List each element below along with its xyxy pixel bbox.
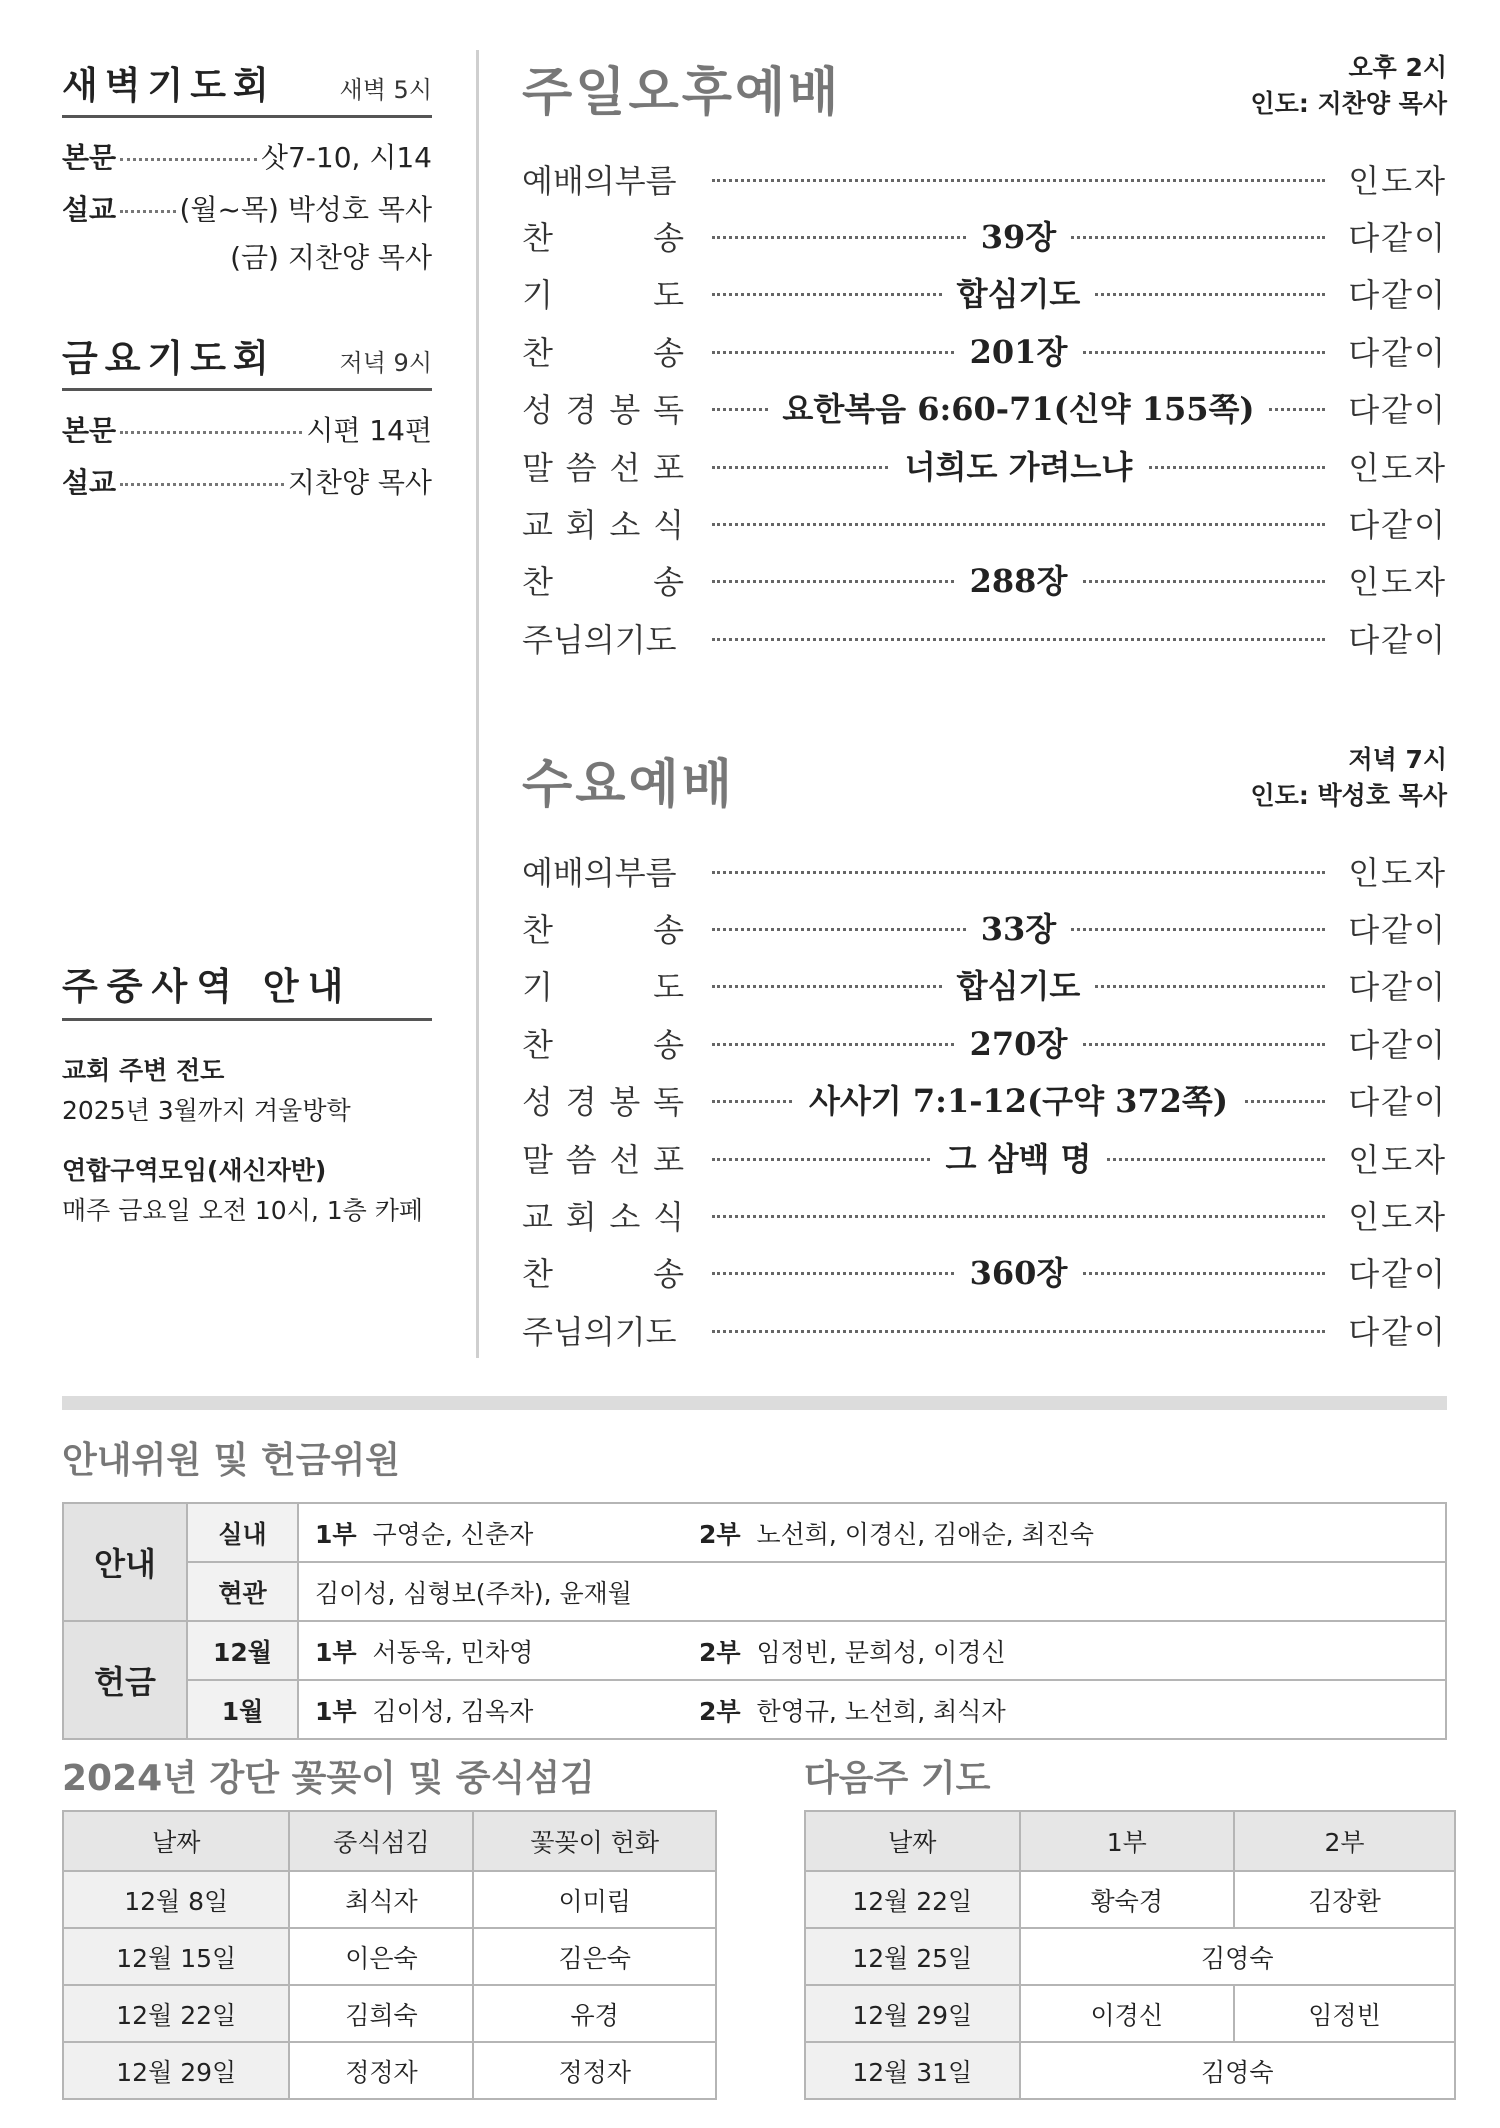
order-label: 찬 송 — [522, 219, 684, 258]
names: 서동욱, 민차영 — [372, 1637, 534, 1667]
meal-cell: 이은숙 — [289, 1928, 473, 1985]
order-row — [522, 1244, 1447, 1301]
sunday-service-section — [522, 50, 1447, 667]
order-role: 다같이 — [1348, 620, 1447, 659]
prayer-cell: 이경신 — [1020, 1985, 1235, 2042]
order-role: 다같이 — [1348, 391, 1447, 430]
meal-cell: 김희숙 — [289, 1985, 473, 2042]
wednesday-service-meta — [1251, 742, 1447, 814]
order-detail-wrap — [712, 442, 1325, 488]
names: 노선희, 이경신, 김애순, 최진숙 — [756, 1519, 1094, 1549]
order-role: 다같이 — [1348, 506, 1447, 545]
friday-prayer-title: 금요기도회 — [62, 337, 276, 380]
next-prayer-table — [804, 1810, 1456, 2100]
column-header: 날짜 — [63, 1811, 289, 1871]
names: 김이성, 김옥자 — [372, 1696, 534, 1726]
order-detail: 288장 — [956, 563, 1082, 601]
dot-leader — [712, 523, 1325, 526]
order-role: 다같이 — [1348, 968, 1447, 1007]
order-row — [522, 899, 1447, 956]
order-detail-wrap — [712, 384, 1325, 430]
table-row — [805, 1928, 1455, 1985]
offering-group-label: 헌금 — [63, 1621, 187, 1739]
part-label: 1부 — [315, 1637, 357, 1667]
dot-leader — [712, 1215, 1325, 1218]
prayer-cell: 임정빈 — [1234, 1985, 1455, 2042]
date-cell: 12월 29일 — [805, 1985, 1020, 2042]
row-value: 삿7-10, 시14 — [260, 141, 432, 174]
order-detail: 합심기도 — [943, 276, 1095, 314]
friday-prayer-section — [62, 328, 432, 501]
table-row — [805, 1871, 1455, 1928]
ushers-title: 안내위원 및 헌금위원 — [62, 1440, 401, 1481]
table-row — [63, 2042, 716, 2099]
row-sub-label: 현관 — [187, 1562, 298, 1621]
order-label: 주님의기도 — [522, 620, 677, 659]
order-label: 성 경 봉 독 — [522, 1083, 684, 1122]
date-cell: 12월 22일 — [805, 1871, 1020, 1928]
names: 김이성, 심형보(주차), 윤재월 — [315, 1578, 632, 1608]
order-label: 말 씀 선 포 — [522, 1140, 684, 1179]
flowers-table — [62, 1810, 717, 2100]
dot-leader — [712, 1330, 1325, 1333]
column-header: 1부 — [1020, 1811, 1235, 1871]
flower-cell: 김은숙 — [473, 1928, 716, 1985]
table-row — [63, 1928, 716, 1985]
order-detail: 39장 — [967, 218, 1070, 256]
order-detail: 합심기도 — [943, 968, 1095, 1006]
order-role: 인도자 — [1348, 448, 1447, 487]
row-value: (월~목) 박성호 목사 — [179, 193, 432, 226]
order-detail-wrap — [712, 1249, 1325, 1295]
sunday-service-header — [522, 50, 1447, 123]
meal-cell: 정정자 — [289, 2042, 473, 2099]
row-label: 설교 — [62, 466, 117, 499]
order-label: 주님의기도 — [522, 1312, 677, 1351]
row-label: 설교 — [62, 193, 117, 226]
dot-leader — [120, 483, 284, 486]
dawn-prayer-title: 새벽기도회 — [62, 64, 276, 107]
order-row — [522, 494, 1447, 551]
order-role: 다같이 — [1348, 1083, 1447, 1122]
part-label: 1부 — [315, 1696, 357, 1726]
part-label: 2부 — [699, 1637, 741, 1667]
ministry-title: 주중사역 안내 — [62, 956, 432, 1021]
order-detail-wrap — [712, 904, 1325, 950]
table-header-row — [63, 1811, 716, 1871]
wednesday-service-title: 수요예배 — [522, 755, 735, 815]
usher-cell — [298, 1621, 1446, 1680]
sunday-service-leader: 인도: 지찬양 목사 — [1250, 89, 1447, 118]
order-detail-wrap — [712, 1019, 1325, 1065]
usher-cell — [298, 1562, 1446, 1621]
friday-text-row — [62, 409, 432, 449]
sunday-service-meta — [1251, 50, 1447, 122]
flowers-title: 2024년 강단 꽃꽂이 및 중식섬김 — [62, 1758, 595, 1799]
row-sub-label: 12월 — [187, 1621, 298, 1680]
usher-cell — [298, 1503, 1446, 1562]
order-row — [522, 1072, 1447, 1129]
order-role: 다같이 — [1348, 911, 1447, 950]
part-label: 2부 — [699, 1519, 741, 1549]
table-row — [805, 2042, 1455, 2099]
left-column — [62, 55, 432, 1227]
wednesday-order-list — [522, 842, 1447, 1359]
names: 한영규, 노선희, 최식자 — [756, 1696, 1006, 1726]
column-header: 날짜 — [805, 1811, 1020, 1871]
wednesday-service-time: 저녁 7시 — [1348, 745, 1447, 774]
wednesday-service-section — [522, 742, 1447, 1359]
ministry-section — [62, 956, 432, 1227]
order-detail-wrap — [712, 327, 1325, 373]
order-label: 예배의부름 — [522, 853, 677, 892]
dot-leader — [120, 431, 302, 434]
dawn-prayer-header — [62, 55, 432, 118]
order-label: 기 도 — [522, 968, 684, 1007]
usher-cell — [298, 1680, 1446, 1739]
ministry-item-desc: 2025년 3월까지 겨울방학 — [62, 1096, 351, 1125]
table-row — [63, 1985, 716, 2042]
friday-prayer-time: 저녁 9시 — [339, 349, 432, 377]
flower-cell: 정정자 — [473, 2042, 716, 2099]
date-cell: 12월 31일 — [805, 2042, 1020, 2099]
sunday-service-time: 오후 2시 — [1348, 53, 1447, 82]
order-role: 인도자 — [1348, 563, 1447, 602]
prayer-cell: 김영숙 — [1020, 1928, 1456, 1985]
date-cell: 12월 25일 — [805, 1928, 1020, 1985]
table-row — [63, 1680, 1446, 1739]
order-detail-wrap — [712, 212, 1325, 258]
order-row — [522, 552, 1447, 609]
order-label: 교 회 소 식 — [522, 506, 684, 545]
order-role: 인도자 — [1348, 1198, 1447, 1237]
column-header: 2부 — [1234, 1811, 1455, 1871]
order-detail: 그 삼백 명 — [932, 1140, 1106, 1178]
order-detail-wrap — [712, 557, 1325, 603]
order-detail-wrap — [712, 962, 1325, 1008]
order-detail: 33장 — [967, 910, 1070, 948]
order-label: 찬 송 — [522, 1025, 684, 1064]
order-row — [522, 842, 1447, 899]
friday-sermon-row — [62, 461, 432, 501]
order-label: 찬 송 — [522, 1255, 684, 1294]
dot-leader — [120, 158, 257, 161]
order-row — [522, 150, 1447, 207]
guide-group-label: 안내 — [63, 1503, 187, 1621]
order-detail: 요한복음 6:60-71(신약 155쪽) — [768, 390, 1268, 428]
order-row — [522, 322, 1447, 379]
order-label: 찬 송 — [522, 333, 684, 372]
friday-prayer-header — [62, 328, 432, 391]
row-value: 시편 14편 — [306, 414, 432, 447]
order-role: 다같이 — [1348, 1025, 1447, 1064]
order-role: 인도자 — [1348, 1140, 1447, 1179]
order-detail: 201장 — [956, 333, 1082, 371]
ministry-item-desc: 매주 금요일 오전 10시, 1층 카페 — [62, 1196, 424, 1225]
order-row — [522, 265, 1447, 322]
row-sub-label: 실내 — [187, 1503, 298, 1562]
wednesday-service-leader: 인도: 박성호 목사 — [1250, 781, 1447, 810]
wednesday-service-header — [522, 742, 1447, 815]
dot-leader — [712, 179, 1325, 182]
order-label: 예배의부름 — [522, 161, 677, 200]
order-detail: 너희도 가려느냐 — [891, 448, 1147, 486]
order-row — [522, 1301, 1447, 1358]
order-label: 성 경 봉 독 — [522, 391, 684, 430]
column-header: 중식섬김 — [289, 1811, 473, 1871]
order-detail-wrap — [712, 1076, 1325, 1122]
section-divider-bar — [62, 1396, 1447, 1410]
table-header-row — [805, 1811, 1455, 1871]
order-label: 말 씀 선 포 — [522, 448, 684, 487]
dawn-prayer-time: 새벽 5시 — [339, 76, 432, 104]
date-cell: 12월 8일 — [63, 1871, 289, 1928]
dawn-sermon-row — [62, 188, 432, 228]
order-row — [522, 207, 1447, 264]
row-sub-label: 1월 — [187, 1680, 298, 1739]
dawn-prayer-section — [62, 55, 432, 276]
order-role: 다같이 — [1348, 333, 1447, 372]
order-detail: 사사기 7:1-12(구약 372쪽) — [795, 1082, 1242, 1120]
names: 구영순, 신춘자 — [372, 1519, 534, 1549]
date-cell: 12월 22일 — [63, 1985, 289, 2042]
prayer-cell: 황숙경 — [1020, 1871, 1235, 1928]
prayer-cell: 김장환 — [1234, 1871, 1455, 1928]
part-label: 1부 — [315, 1519, 357, 1549]
table-row — [63, 1621, 1446, 1680]
order-role: 인도자 — [1348, 161, 1447, 200]
column-header: 꽃꽂이 헌화 — [473, 1811, 716, 1871]
ushers-table — [62, 1502, 1447, 1740]
next-prayer-title: 다음주 기도 — [804, 1758, 991, 1799]
order-role: 다같이 — [1348, 1312, 1447, 1351]
order-label: 기 도 — [522, 276, 684, 315]
ministry-item-name: 연합구역모임(새신자반) — [62, 1156, 327, 1185]
names: 임정빈, 문희성, 이경신 — [756, 1637, 1006, 1667]
dot-leader — [712, 638, 1325, 641]
order-label: 찬 송 — [522, 563, 684, 602]
meal-cell: 최식자 — [289, 1871, 473, 1928]
table-row — [63, 1871, 716, 1928]
column-divider — [476, 50, 479, 1358]
order-detail: 360장 — [956, 1255, 1082, 1293]
date-cell: 12월 15일 — [63, 1928, 289, 1985]
row-value: 지찬양 목사 — [287, 466, 432, 499]
order-label: 교 회 소 식 — [522, 1198, 684, 1237]
table-row — [63, 1503, 1446, 1562]
table-row — [805, 1985, 1455, 2042]
order-row — [522, 437, 1447, 494]
dawn-text-row — [62, 136, 432, 176]
order-detail-wrap — [712, 270, 1325, 316]
order-role: 다같이 — [1348, 1255, 1447, 1294]
date-cell: 12월 29일 — [63, 2042, 289, 2099]
order-detail-wrap — [712, 1134, 1325, 1180]
order-row — [522, 609, 1447, 666]
order-row — [522, 1186, 1447, 1243]
order-row — [522, 957, 1447, 1014]
order-row — [522, 380, 1447, 437]
row-label: 본문 — [62, 141, 117, 174]
dot-leader — [120, 210, 175, 213]
order-detail: 270장 — [956, 1025, 1082, 1063]
table-row — [63, 1562, 1446, 1621]
order-label: 찬 송 — [522, 911, 684, 950]
sunday-order-list — [522, 150, 1447, 667]
flower-cell: 유경 — [473, 1985, 716, 2042]
prayer-cell: 김영숙 — [1020, 2042, 1456, 2099]
order-row — [522, 1129, 1447, 1186]
sunday-service-title: 주일오후예배 — [522, 63, 842, 123]
dot-leader — [712, 871, 1325, 874]
order-role: 다같이 — [1348, 219, 1447, 258]
dawn-sermon-extra: (금) 지찬양 목사 — [230, 241, 432, 274]
order-row — [522, 1014, 1447, 1071]
order-role: 다같이 — [1348, 276, 1447, 315]
flower-cell: 이미림 — [473, 1871, 716, 1928]
ministry-item-name: 교회 주변 전도 — [62, 1056, 225, 1085]
part-label: 2부 — [699, 1696, 741, 1726]
order-role: 인도자 — [1348, 853, 1447, 892]
row-label: 본문 — [62, 414, 117, 447]
